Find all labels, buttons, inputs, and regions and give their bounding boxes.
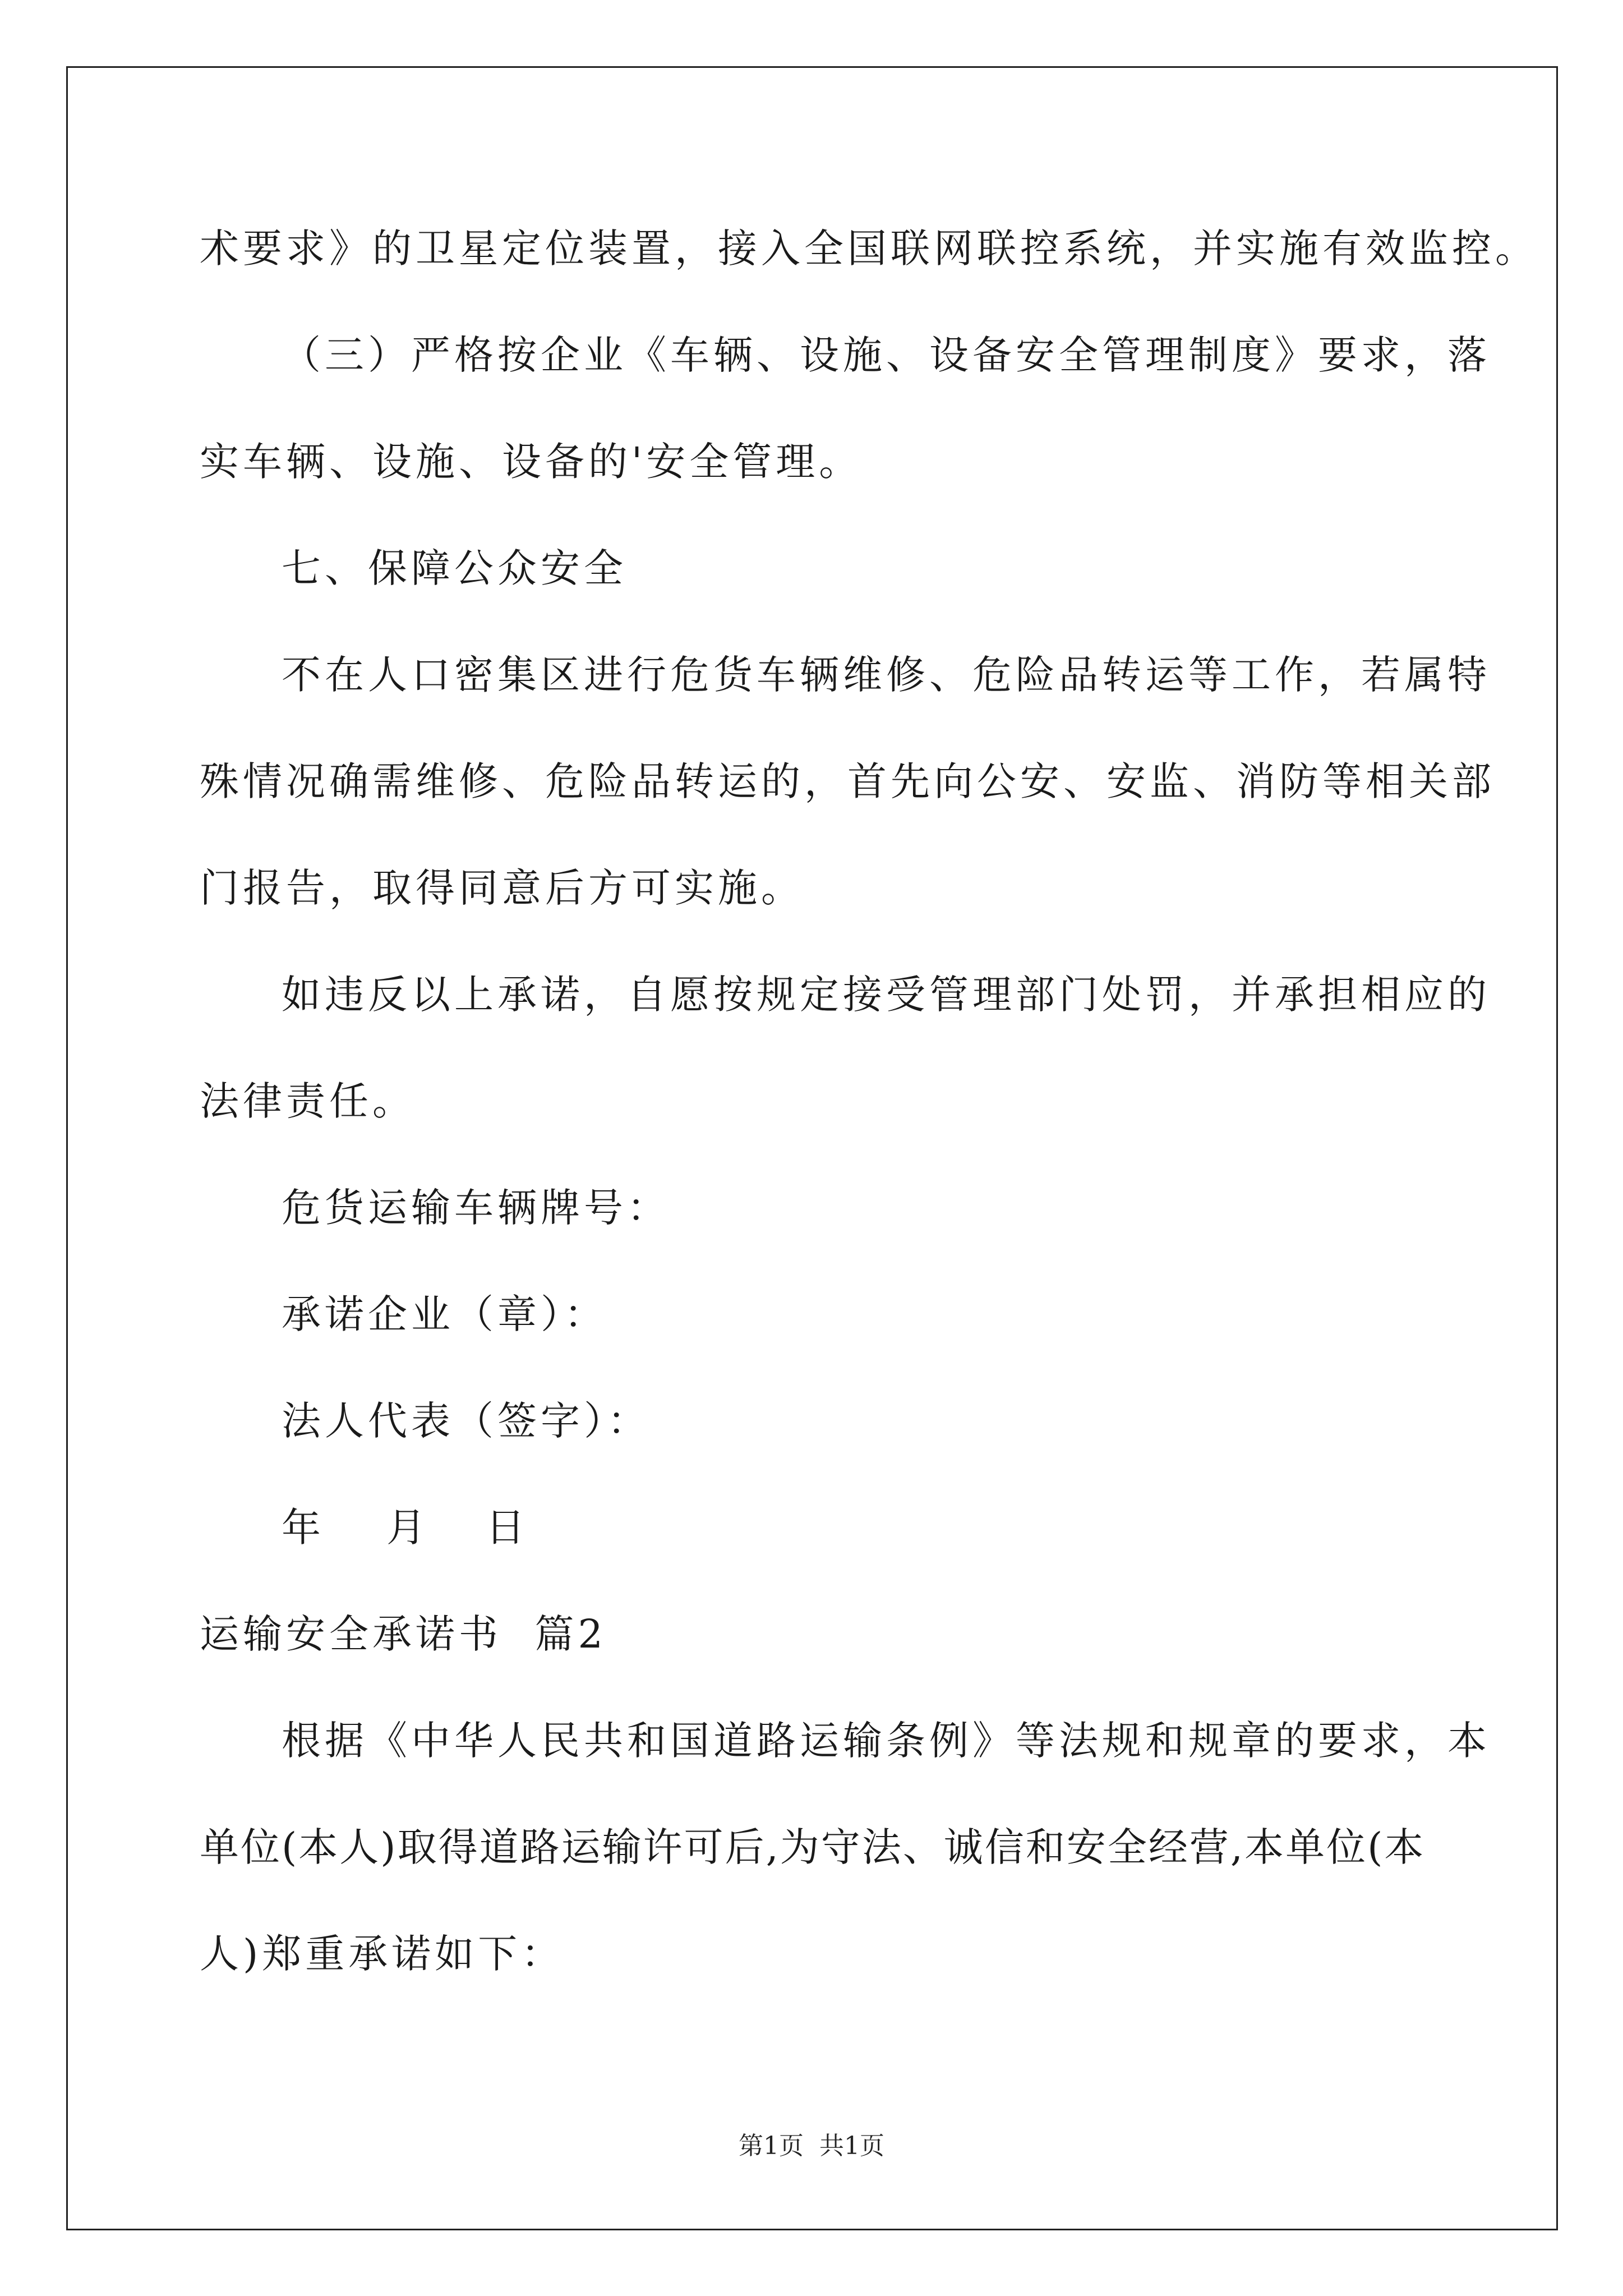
paragraph-line: 门报告，取得同意后方可实施。 [200,865,804,911]
paragraph-line: 术要求》的卫星定位装置，接入全国联网联控系统，并实施有效监控。 [200,226,1538,272]
date-month: 月 [386,1504,430,1550]
paragraph-line: （三）严格按企业《车辆、设施、设备安全管理制度》要求，落 [282,332,1491,378]
page-number: 第1页 [739,2132,804,2160]
section-title: 运输安全承诺书 篇2 [200,1611,607,1657]
paragraph-line: 人)郑重承诺如下： [200,1931,565,1977]
legal-rep-signature-label: 法人代表（签字）： [282,1398,651,1444]
paragraph-line: 单位(本人)取得道路运输许可后,为守法、诚信和安全经营,本单位(本 [200,1824,1426,1870]
date-year: 年 [282,1504,325,1550]
page-footer [0,2129,1623,2163]
paragraph-line: 如违反以上承诺，自愿按规定接受管理部门处罚，并承担相应的 [282,972,1491,1018]
paragraph-line: 实车辆、设施、设备的'安全管理。 [200,439,863,485]
paragraph-line: 殊情况确需维修、危险品转运的，首先向公安、安监、消防等相关部 [200,758,1495,804]
page-total: 共1页 [819,2132,884,2160]
date-line [200,1474,1433,1581]
vehicle-plate-label: 危货运输车辆牌号： [282,1185,670,1231]
date-day: 日 [486,1504,529,1550]
paragraph-line: 不在人口密集区进行危货车辆维修、危险品转运等工作，若属特 [282,652,1491,698]
document-body [200,195,1538,2007]
paragraph-line: 根据《中华人民共和国道路运输条例》等法规和规章的要求，本 [282,1718,1491,1764]
company-seal-label: 承诺企业（章）： [282,1291,607,1337]
section-heading: 七、保障公众安全 [282,545,627,591]
paragraph-line: 法律责任。 [200,1078,416,1124]
